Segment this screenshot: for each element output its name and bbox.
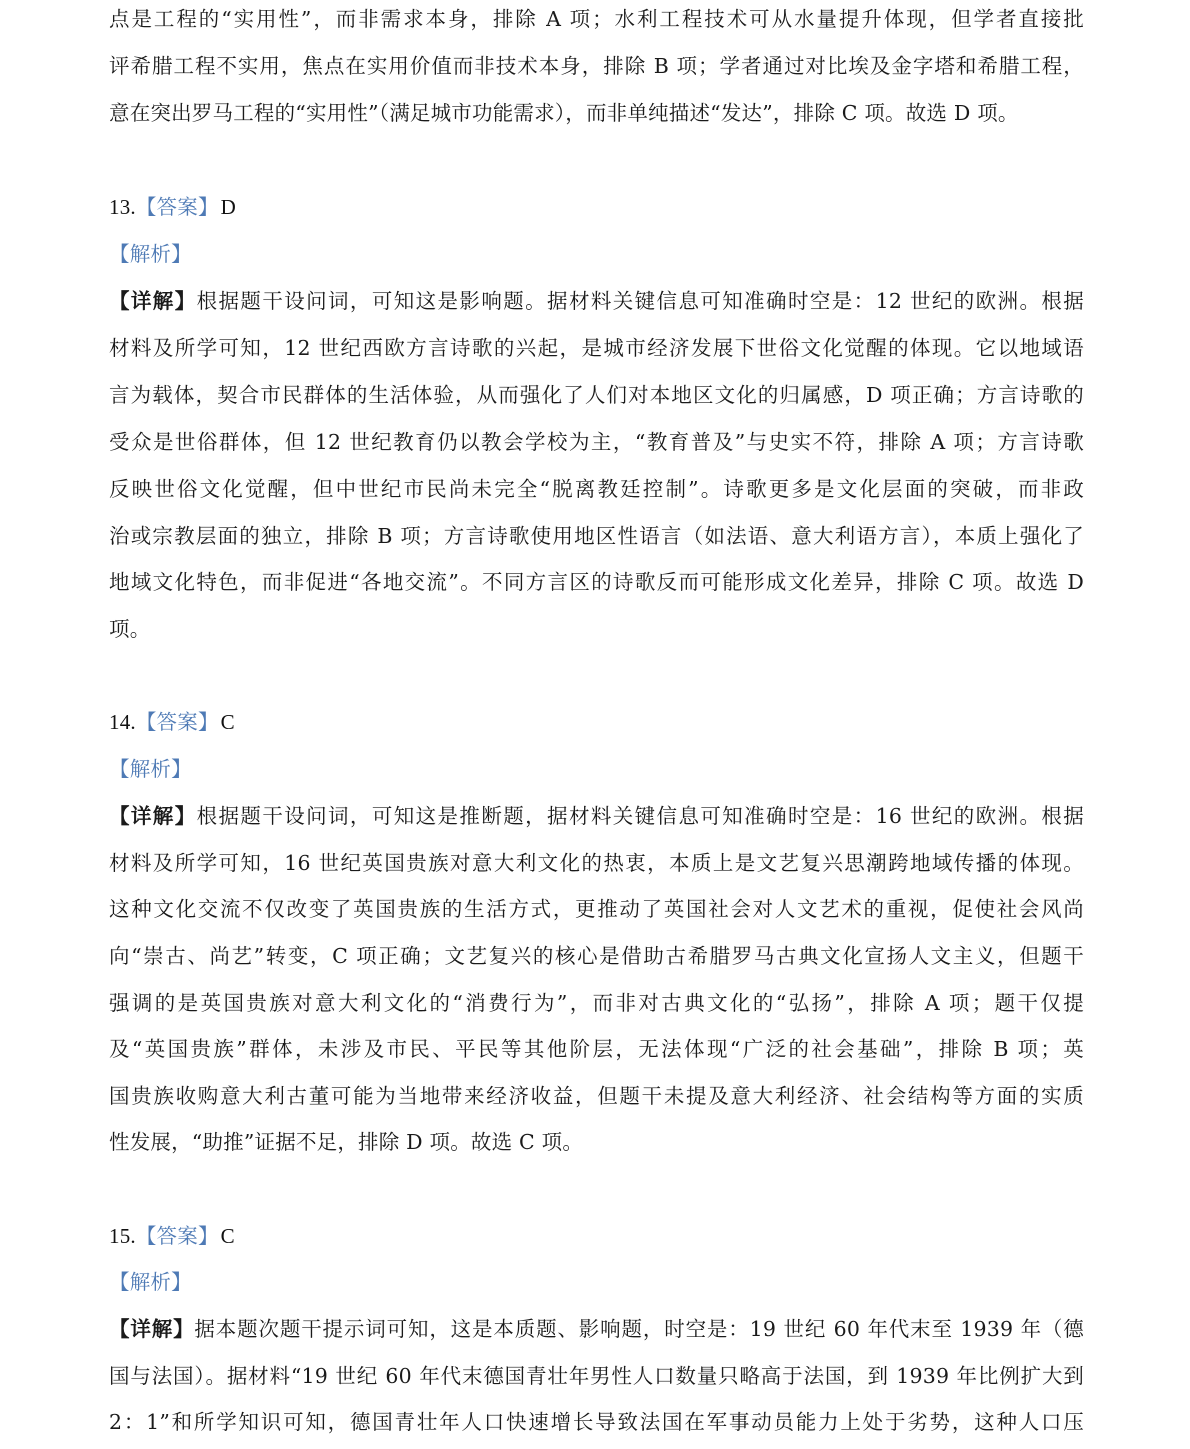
detail-text: 根据题干设问词，可知这是影响题。据材料关键信息可知准确时空是：12 世纪的欧洲。根据 [196,289,1084,313]
answer-value: D [220,195,237,219]
paragraph-line: 国与法国）。据材料“19 世纪 60 年代末德国青壮年男性人口数量只略高于法国，到 1939 年比例扩大到 [109,1364,1084,1388]
detail-tag: 【详解】 [109,289,197,313]
answer-value: C [220,710,235,734]
paragraph-line: 点是工程的“实用性”，而非需求本身，排除 A 项；水利工程技术可从水量提升体现，但学者直接批 [109,7,1084,31]
analysis-tag: 【解析】 [109,757,192,781]
answer-tag: 【答案】 [135,710,219,734]
paragraph-line: 这种文化交流不仅改变了英国贵族的生活方式，更推动了英国社会对人文艺术的重视，促使社会风尚 [109,897,1084,921]
paragraph-line: 治或宗教层面的独立，排除 B 项；方言诗歌使用地区性语言（如法语、意大利语方言），本质上强化了 [109,524,1084,548]
paragraph-line: 向“崇古、尚艺”转变，C 项正确；文艺复兴的核心是借助古希腊罗马古典文化宣扬人文主义，但题干 [109,944,1084,968]
paragraph-line: 材料及所学可知，12 世纪西欧方言诗歌的兴起，是城市经济发展下世俗文化觉醒的体现。它以地域语 [109,336,1084,360]
paragraph-line: 强调的是英国贵族对意大利文化的“消费行为”，而非对古典文化的“弘扬”，排除 A 项；题干仅提 [109,991,1084,1015]
detail-text: 据本题次题干提示词可知，这是本质题、影响题，时空是：19 世纪 60 年代末至 1939 年（德 [194,1317,1084,1341]
paragraph-line: 及“英国贵族”群体，未涉及市民、平民等其他阶层，无法体现“广泛的社会基础”，排除 B 项；英 [109,1037,1084,1061]
detail-tag: 【详解】 [109,1317,195,1341]
analysis-tag: 【解析】 [109,1270,192,1294]
detail-line [109,801,1084,831]
answer-heading-14 [109,707,1084,737]
answer-value: C [220,1224,235,1248]
answer-tag: 【答案】 [135,195,219,219]
analysis-heading-15 [109,1267,1084,1297]
paragraph-line: 言为载体，契合市民群体的生活体验，从而强化了人们对本地区文化的归属感，D 项正确；方言诗歌的 [109,383,1084,407]
answer-heading-15 [109,1221,1084,1251]
paragraph-line: 评希腊工程不实用，焦点在实用价值而非技术本身，排除 B 项；学者通过对比埃及金字塔和希腊工程， [109,54,1084,78]
paragraph-line: 材料及所学可知，16 世纪英国贵族对意大利文化的热衷，本质上是文艺复兴思潮跨地域传播的体现。 [109,851,1084,875]
analysis-heading-14 [109,754,1084,784]
paragraph-line: 性发展，“助推”证据不足，排除 D 项。故选 C 项。 [109,1130,584,1154]
paragraph-line: 国贵族收购意大利古董可能为当地带来经济收益，但题干未提及意大利经济、社会结构等方面的实质 [109,1084,1084,1108]
answer-tag: 【答案】 [135,1224,219,1248]
analysis-heading-13 [109,239,1084,269]
question-number: 14. [109,710,136,734]
answer-heading-13 [109,192,1084,222]
paragraph-line: 地域文化特色，而非促进“各地交流”。不同方言区的诗歌反而可能形成文化差异，排除 C 项。故选 D [109,570,1084,594]
paragraph-line: 项。 [109,617,151,641]
paragraph-line: 意在突出罗马工程的“实用性”（满足城市功能需求），而非单纯描述“发达”，排除 C 项。故选 D 项。 [109,101,1019,125]
question-number: 13. [109,195,136,219]
analysis-tag: 【解析】 [109,242,192,266]
detail-line [109,286,1084,316]
detail-text: 根据题干设问词，可知这是推断题，据材料关键信息可知准确时空是：16 世纪的欧洲。根据 [196,804,1084,828]
question-number: 15. [109,1224,136,1248]
paragraph-line: 2：1”和所学知识可知，德国青壮年人口快速增长导致法国在军事动员能力上处于劣势，这种人口压 [109,1410,1084,1434]
paragraph-line: 反映世俗文化觉醒，但中世纪市民尚未完全“脱离教廷控制”。诗歌更多是文化层面的突破，而非政 [109,477,1084,501]
detail-line [109,1314,1084,1344]
paragraph-line: 受众是世俗群体，但 12 世纪教育仍以教会学校为主，“教育普及”与史实不符，排除 A 项；方言诗歌 [109,430,1084,454]
detail-tag: 【详解】 [109,804,197,828]
